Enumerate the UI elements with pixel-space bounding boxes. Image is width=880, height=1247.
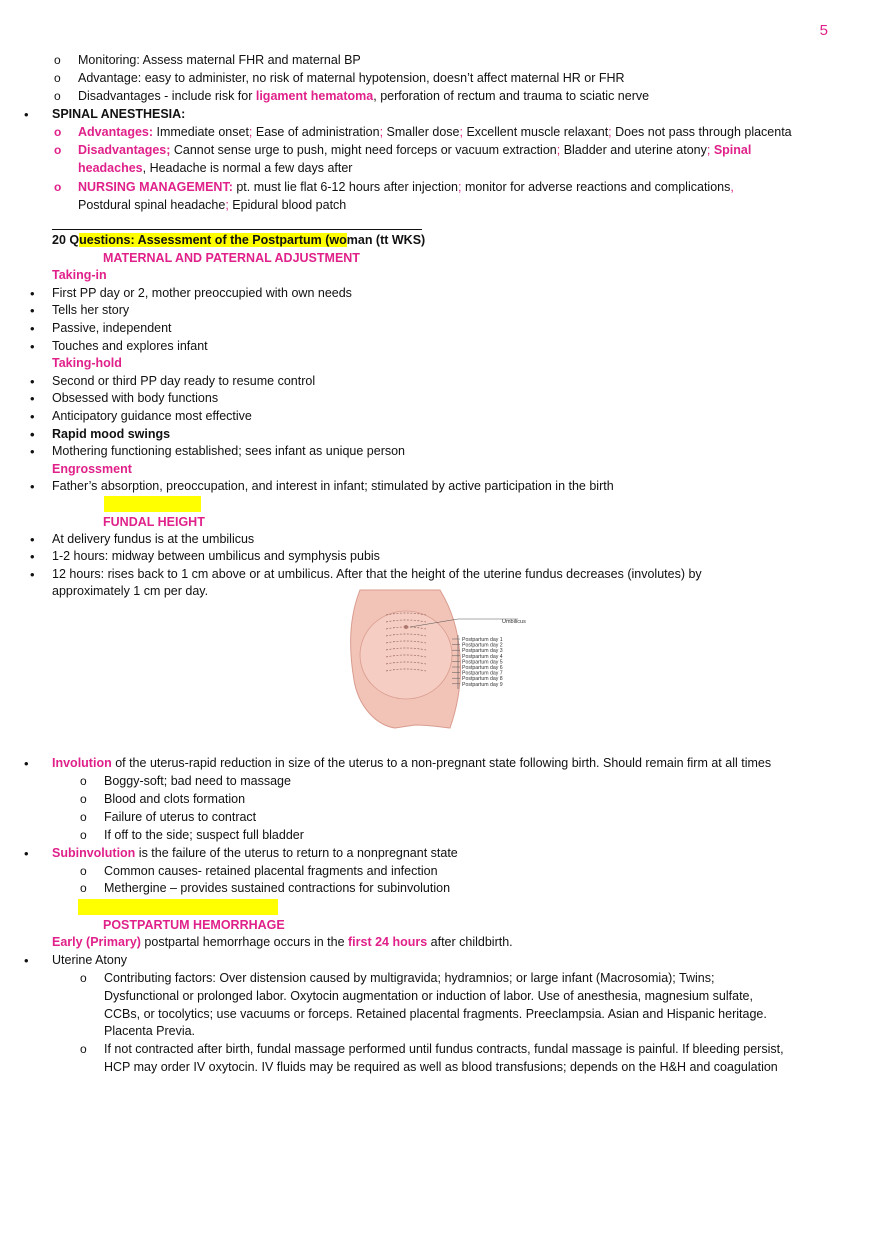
spinal-heading: SPINAL ANESTHESIA: <box>52 107 186 121</box>
circle-bullet: o <box>80 792 87 806</box>
page-number: 5 <box>819 22 828 39</box>
list-item: 12 hours: rises back to 1 cm above or at umbilicus. After that the height of the uterine fundus decreases (involutes) by <box>52 567 702 581</box>
spinal-advantages: Advantages: Immediate onset; Ease of administration; Smaller dose; Excellent muscle relaxant; Does not pass through placenta <box>78 125 792 139</box>
pink-circle-bullet: o <box>54 143 62 157</box>
bullet: • <box>30 427 35 442</box>
divider <box>52 229 422 230</box>
list-item: Boggy-soft; bad need to massage <box>104 774 291 788</box>
list-item: Common causes- retained placental fragments and infection <box>104 864 438 878</box>
list-item: Mothering functioning established; sees infant as unique person <box>52 444 406 458</box>
bullet: • <box>30 479 35 494</box>
nursing-management-cont: Postdural spinal headache; Epidural blood patch <box>78 198 347 212</box>
list-item: 1-2 hours: midway between umbilicus and symphysis pubis <box>52 549 380 563</box>
bullet: • <box>30 391 35 406</box>
highlight-mark <box>104 496 201 512</box>
bullet: • <box>24 756 29 771</box>
questions-heading: 20 Questions: Assessment of the Postpartum (woman (tt WKS) <box>52 233 426 247</box>
bullet: • <box>30 374 35 389</box>
pink-circle-bullet: o <box>54 180 62 194</box>
postpartum-day-label: Postpartum day 7 <box>462 670 503 677</box>
contrib-line: Placenta Previa. <box>104 1024 196 1038</box>
list-item: Father’s absorption, preoccupation, and interest in infant; stimulated by active participation in the birth <box>52 479 614 493</box>
belly-shape <box>360 611 452 699</box>
postpartum-day-label: Postpartum day 3 <box>462 648 503 655</box>
bullet: • <box>24 953 29 968</box>
list-item: Failure of uterus to contract <box>104 810 257 824</box>
postpartum-day-label: Postpartum day 1 <box>462 637 503 643</box>
spinal-disadvantages-cont: headaches, Headache is normal a few days after <box>78 161 353 175</box>
bullet: • <box>30 339 35 354</box>
bullet: • <box>30 532 35 547</box>
circle-bullet: o <box>80 971 87 985</box>
list-item: Tells her story <box>52 303 130 317</box>
umbilicus-label: Umbilicus <box>502 619 526 625</box>
bullet: • <box>30 567 35 582</box>
circle-bullet: o <box>80 881 87 895</box>
contrib-line: Contributing factors: Over distension caused by multigravida; hydramnios; or large infant (Macrosomia); Twins; <box>104 971 715 985</box>
massage-line: If not contracted after birth, fundal massage performed until fundus contracts, fundal massage is painful. If bleeding persist, <box>104 1042 784 1056</box>
list-item: Second or third PP day ready to resume control <box>52 374 316 388</box>
bullet: • <box>30 444 35 459</box>
fundal-heading: FUNDAL HEIGHT <box>103 515 205 529</box>
pink-circle-bullet: o <box>54 125 62 139</box>
early-hemorrhage-line: Early (Primary) postpartal hemorrhage occurs in the first 24 hours after childbirth. <box>52 935 513 949</box>
maternal-heading: MATERNAL AND PATERNAL ADJUSTMENT <box>103 251 360 265</box>
uterine-atony: Uterine Atony <box>52 953 128 967</box>
bullet: • <box>30 286 35 301</box>
list-item: First PP day or 2, mother preoccupied with own needs <box>52 286 352 300</box>
engrossment-label: Engrossment <box>52 462 132 476</box>
circle-bullet: o <box>54 71 61 85</box>
bullet: • <box>30 409 35 424</box>
postpartum-day-label: Postpartum day 4 <box>462 653 503 660</box>
bullet: • <box>30 321 35 336</box>
massage-line: HCP may order IV oxytocin. IV fluids may be required as well as blood transfusions; depends on the H&H and coagulation <box>104 1060 778 1074</box>
list-item: Obsessed with body functions <box>52 391 219 405</box>
list-item: Anticipatory guidance most effective <box>52 409 252 423</box>
list-item: Passive, independent <box>52 321 172 335</box>
list-item-cont: approximately 1 cm per day. <box>52 584 209 598</box>
highlight-mark <box>78 899 278 915</box>
circle-bullet: o <box>80 864 87 878</box>
circle-bullet: o <box>80 1042 87 1056</box>
bullet: • <box>24 846 29 861</box>
circle-bullet: o <box>54 89 61 103</box>
nursing-management: NURSING MANAGEMENT: pt. must lie flat 6-12 hours after injection; monitor for adverse reactions and complications, <box>78 180 734 194</box>
list-item: At delivery fundus is at the umbilicus <box>52 532 255 546</box>
postpartum-day-label: Postpartum day 2 <box>462 642 503 649</box>
circle-bullet: o <box>80 774 87 788</box>
list-item: Methergine – provides sustained contractions for subinvolution <box>104 881 451 895</box>
involution-line: Involution of the uterus-rapid reduction in size of the uterus to a non-pregnant state following birth. Should remain firm at all times <box>52 756 772 770</box>
bullet: • <box>24 107 29 122</box>
circle-bullet: o <box>80 828 87 842</box>
contrib-line: Dysfunctional or prolonged labor. Oxytocin augmentation or induction of labor. Use of anesthesia, magnesium sulfate, <box>104 989 753 1003</box>
advantage-text: Advantage: easy to administer, no risk of maternal hypotension, doesn’t affect maternal HR or FHR <box>78 71 625 85</box>
circle-bullet: o <box>54 53 61 67</box>
bullet: • <box>30 303 35 318</box>
circle-bullet: o <box>80 810 87 824</box>
postpartum-day-label: Postpartum day 8 <box>462 676 503 683</box>
subinvolution-line: Subinvolution is the failure of the uterus to return to a nonpregnant state <box>52 846 458 860</box>
postpartum-day-label: Postpartum day 5 <box>462 659 503 666</box>
rapid-mood-swings: Rapid mood swings <box>52 427 171 441</box>
hemorrhage-heading: POSTPARTUM HEMORRHAGE <box>103 918 285 932</box>
postpartum-day-label: Postpartum day 9 <box>462 681 503 688</box>
disadvantages-line: Disadvantages - include risk for ligament hematoma, perforation of rectum and trauma to sciatic nerve <box>78 89 650 103</box>
contrib-line: CCBs, or tocolytics; use vacuums or forceps. Retained placental fragments. Preeclampsia. Asian and Hispanic heritage. <box>104 1007 767 1021</box>
list-item: Blood and clots formation <box>104 792 246 806</box>
postpartum-day-label: Postpartum day 6 <box>462 665 503 671</box>
fundal-height-figure <box>340 585 540 735</box>
taking-in-label: Taking-in <box>52 268 107 282</box>
list-item: If off to the side; suspect full bladder <box>104 828 304 842</box>
bullet: • <box>30 549 35 564</box>
monitoring-text: Monitoring: Assess maternal FHR and maternal BP <box>78 53 361 67</box>
list-item: Touches and explores infant <box>52 339 208 353</box>
taking-hold-label: Taking-hold <box>52 356 122 370</box>
spinal-disadvantages: Disadvantages; Cannot sense urge to push, might need forceps or vacuum extraction; Bladder and uterine atony; Spinal <box>78 143 752 157</box>
